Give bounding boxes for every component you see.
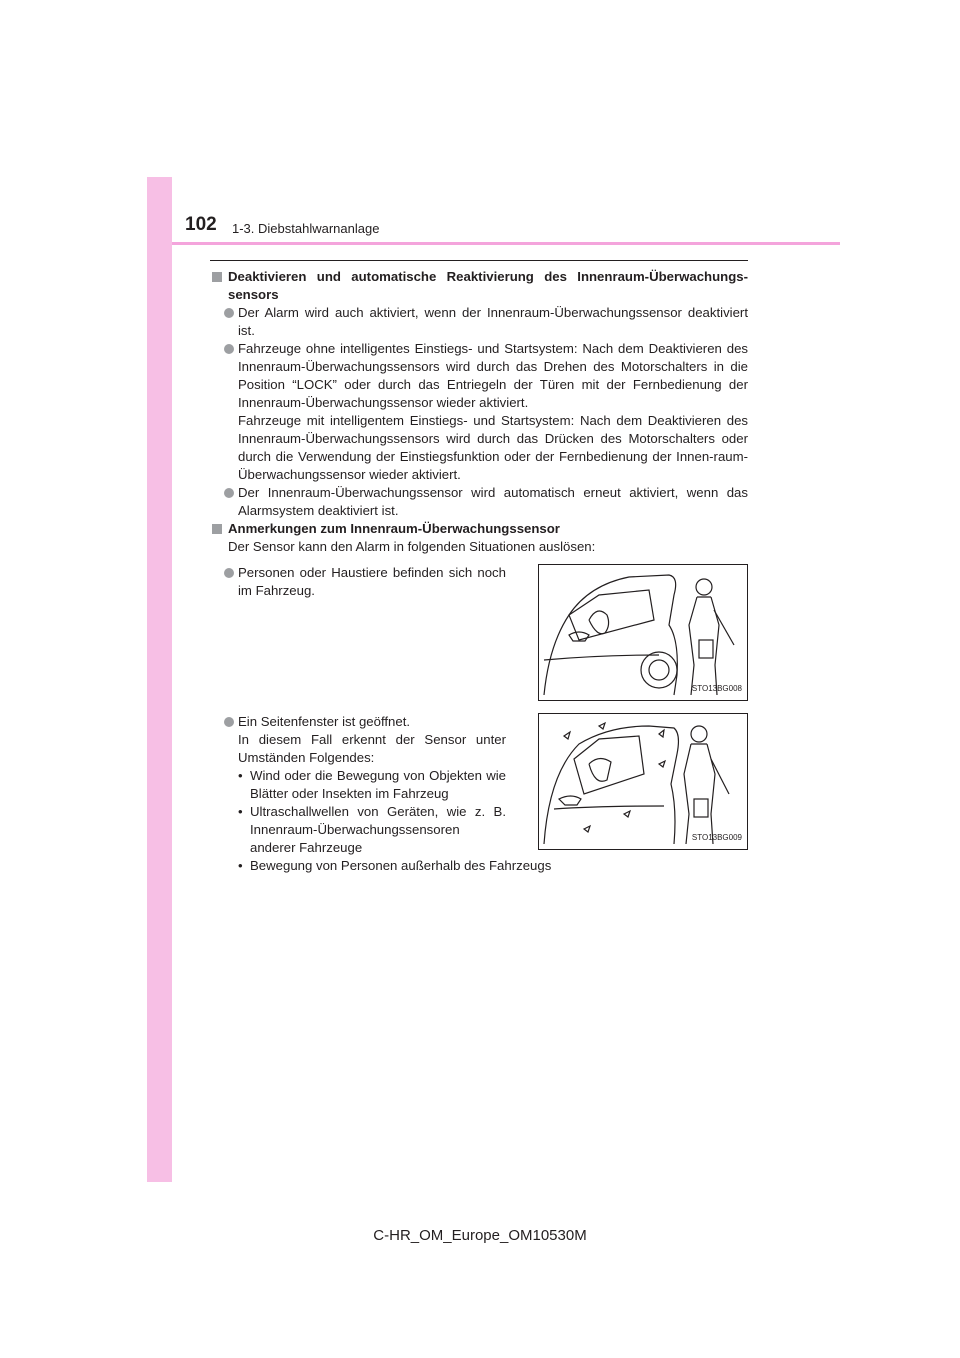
bullet-item	[210, 713, 506, 731]
paragraph-window: In diesem Fall erkennt der Sensor unter Umständen Folgendes:	[238, 732, 506, 765]
bullet-item	[210, 484, 748, 520]
sub-bullet-mark: •	[238, 804, 243, 819]
square-bullet-icon	[212, 272, 222, 282]
circle-bullet-icon	[224, 344, 234, 354]
heading-deactivation	[210, 268, 748, 304]
sub-item-text: Ultraschallwellen von Geräten, wie z. B. Innenraum-Überwachungssensoren anderer Fahrzeuge	[250, 804, 506, 855]
footer-doc-id: C-HR_OM_Europe_OM10530M	[373, 1227, 587, 1244]
bullet-text: Ein Seitenfenster ist geöffnet.	[238, 714, 411, 729]
circle-bullet-icon	[224, 308, 234, 318]
sub-bullet-mark: •	[238, 768, 243, 783]
bullet-text: Der Innenraum-Überwachungssensor wird automatisch erneut aktiviert, wenn das Alarmsystem deaktiviert ist.	[238, 485, 748, 518]
heading-text: Anmerkungen zum Innenraum-Überwachungssensor	[228, 521, 560, 536]
section-rule	[210, 260, 748, 261]
figure-code: STO13BG008	[691, 684, 742, 693]
section-title: 1-3. Diebstahlwarnanlage	[232, 221, 380, 236]
paragraph-smart-key: Fahrzeuge mit intelligentem Einstiegs- und Startsystem: Nach dem Deaktivieren des Innenraum-Überwachungssensors wird durch das Drücken des Motorschalters oder durch die Verwendung der Einstiegsfunktion oder der Fernbedienung der Innen-raum-Überwachungssensor wieder aktiviert.	[238, 413, 748, 482]
intro-text: Der Sensor kann den Alarm in folgenden Situationen auslösen:	[228, 539, 596, 554]
bullet-text: Personen oder Haustiere befinden sich noch im Fahrzeug.	[238, 565, 506, 598]
circle-bullet-icon	[224, 488, 234, 498]
sub-item-last	[210, 857, 748, 875]
sub-item-text: Wind oder die Bewegung von Objekten wie Blätter oder Insekten im Fahrzeug	[250, 768, 506, 801]
sub-item	[210, 803, 506, 857]
bullet-item	[210, 304, 748, 340]
heading-notes	[210, 520, 748, 538]
heading-text: Deaktivieren und automatische Reaktivierung des Innenraum-Überwachungs-sensors	[228, 269, 748, 302]
circle-bullet-icon	[224, 568, 234, 578]
bullet-text: Fahrzeuge ohne intelligentes Einstiegs- und Startsystem: Nach dem Deaktivieren des Innenraum-Überwachungssensors wird durch das Drehen des Motorschalters in die Position “LOCK” oder durch das Entriegeln der Türen mit der Fernbedienung der Innenraum-Überwachungssensor wieder aktiviert.	[238, 341, 748, 410]
item-row-window	[210, 713, 748, 857]
bullet-text: Der Alarm wird auch aktiviert, wenn der Innenraum-Überwachungssensor deaktiviert ist.	[238, 305, 748, 338]
circle-bullet-icon	[224, 717, 234, 727]
header-line	[172, 242, 840, 245]
sub-item-text: Bewegung von Personen außerhalb des Fahrzeugs	[250, 858, 552, 873]
page-number: 102	[185, 214, 217, 235]
sub-item	[210, 767, 506, 803]
bullet-item	[210, 564, 506, 600]
sub-bullet-mark: •	[238, 858, 243, 873]
side-tab-bar	[147, 177, 172, 1182]
figure-open-window	[538, 713, 748, 850]
bullet-item	[210, 340, 748, 412]
square-bullet-icon	[212, 524, 222, 534]
item-row-persons	[210, 564, 748, 701]
figure-person-dog-in-car	[538, 564, 748, 701]
figure-code: STO13BG009	[691, 833, 742, 842]
page-content	[210, 268, 748, 875]
